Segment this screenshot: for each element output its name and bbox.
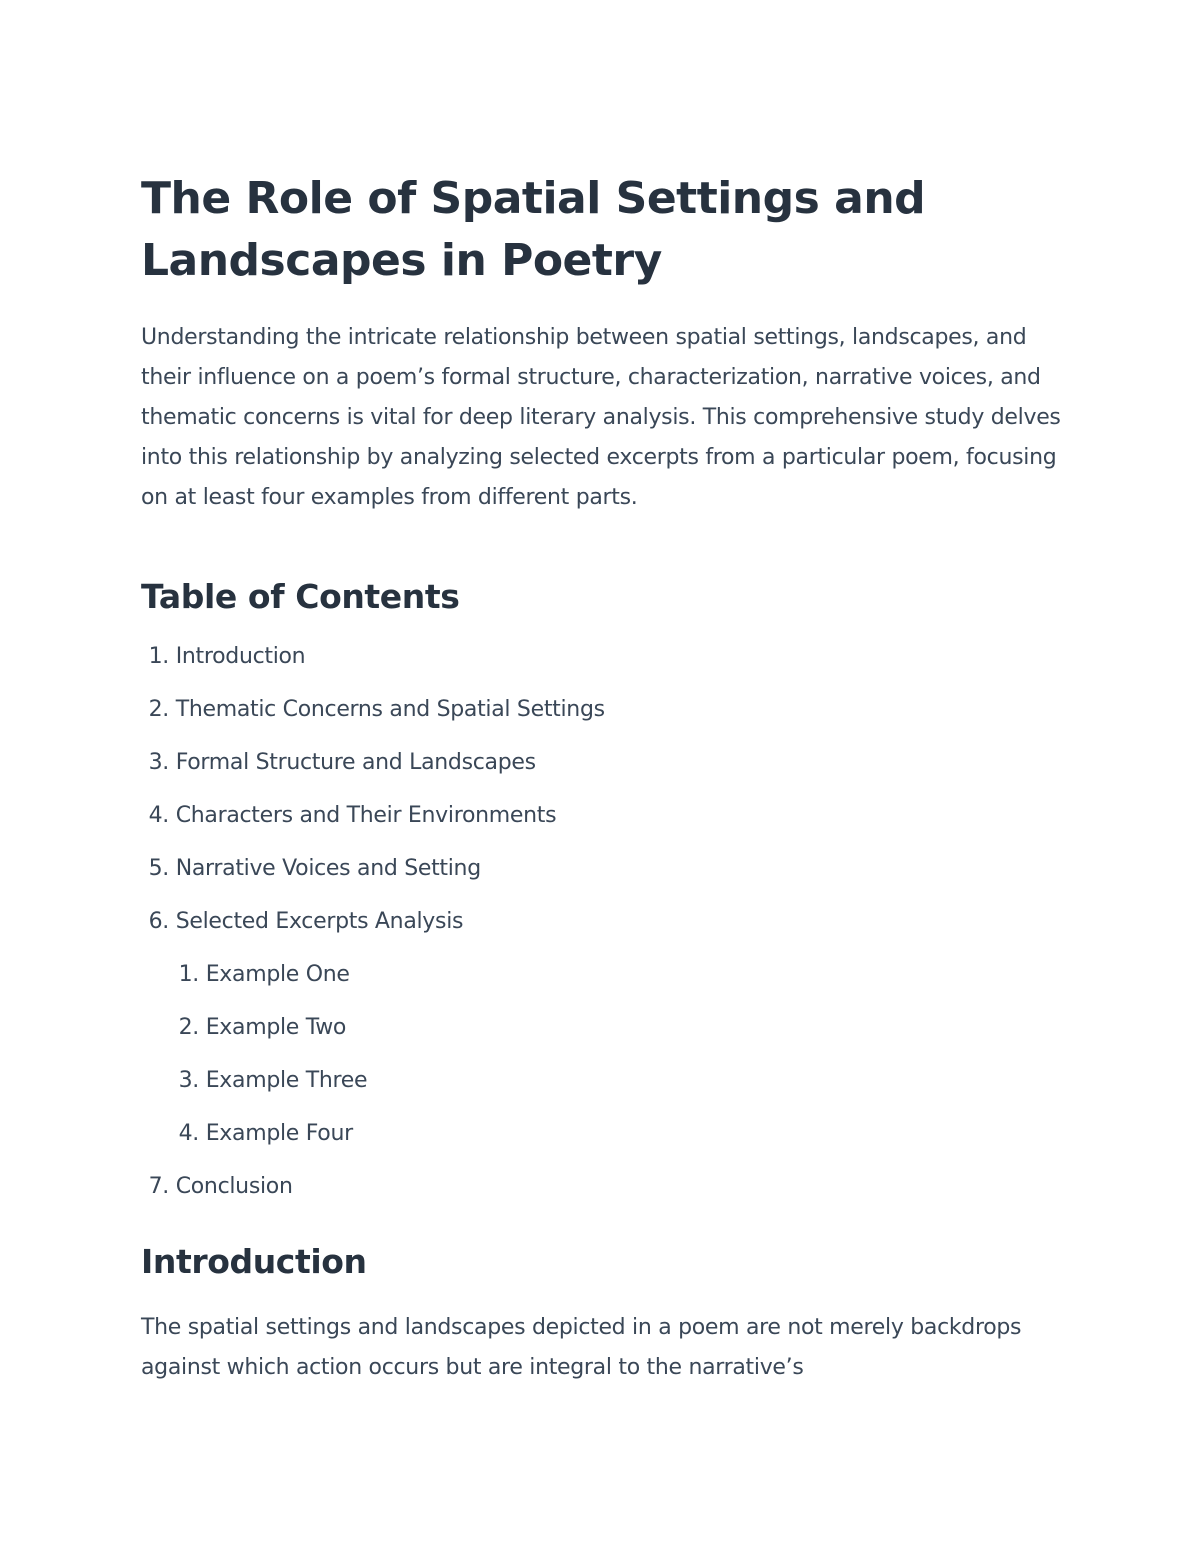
toc-item-number: 7. [148,1174,169,1199]
toc-item-label: Characters and Their Environments [175,803,557,828]
toc-item-label: Conclusion [175,1174,293,1199]
toc-subitem-example-four[interactable] [141,1120,605,1173]
toc-item-number: 2. [148,697,169,722]
toc-item-label: Selected Excerpts Analysis [175,909,464,934]
toc-item-number: 1. [148,644,169,669]
document-title: The Role of Spatial Settings and Landscapes in Poetry [141,173,926,286]
toc-item-label: Introduction [175,644,306,669]
table-of-contents [141,643,605,1226]
toc-item-number: 3. [148,750,169,775]
toc-item-number: 1. [178,962,199,987]
toc-item-label: Example Three [205,1068,368,1093]
toc-item-number: 4. [178,1121,199,1146]
toc-item-number: 5. [148,856,169,881]
toc-item-label: Thematic Concerns and Spatial Settings [175,697,605,722]
toc-heading: Table of Contents [141,577,460,616]
toc-item-introduction[interactable] [141,643,605,696]
toc-item-number: 6. [148,909,169,934]
toc-subitem-example-two[interactable] [141,1014,605,1067]
toc-item-label: Formal Structure and Landscapes [175,750,536,775]
toc-subitem-example-three[interactable] [141,1067,605,1120]
toc-item-number: 2. [178,1015,199,1040]
toc-item-selected-excerpts[interactable] [141,908,605,961]
toc-item-characters[interactable] [141,802,605,855]
introduction-heading: Introduction [141,1242,367,1281]
toc-item-label: Example Two [205,1015,347,1040]
intro-paragraph: Understanding the intricate relationship between spatial settings, landscapes, and their influence on a poem’s formal structure, characterization, narrative voices, and thematic concerns is vital for deep literary analysis. This comprehensive study delves into this relationship by analyzing selected excerpts from a particular poem, focusing on at least four examples from different parts. [141,325,1061,510]
toc-item-formal-structure[interactable] [141,749,605,802]
toc-subitem-example-one[interactable] [141,961,605,1014]
introduction-paragraph: The spatial settings and landscapes depicted in a poem are not merely backdrops against which action occurs but are integral to the narrative’s [141,1315,1022,1380]
toc-item-label: Example Four [205,1121,353,1146]
toc-item-label: Narrative Voices and Setting [175,856,481,881]
toc-item-number: 4. [148,803,169,828]
toc-item-thematic-concerns[interactable] [141,696,605,749]
document-page [141,168,1061,1380]
toc-item-number: 3. [178,1068,199,1093]
toc-item-narrative-voices[interactable] [141,855,605,908]
toc-item-label: Example One [205,962,350,987]
toc-item-conclusion[interactable] [141,1173,605,1226]
